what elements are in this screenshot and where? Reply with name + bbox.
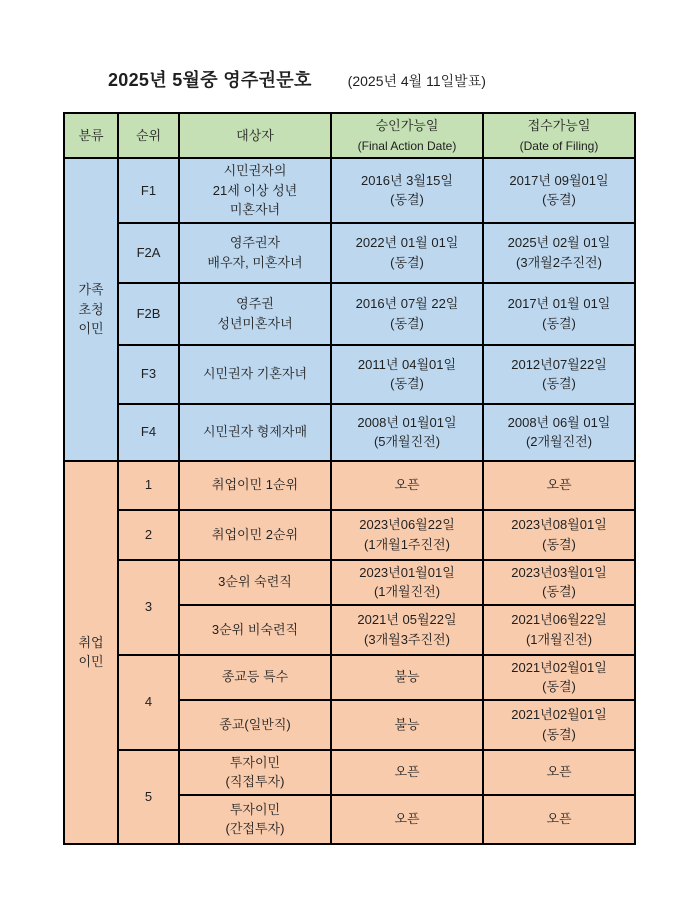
table-body — [64, 158, 635, 844]
final-action-date-cell: 2022년 01월 01일 (동결) — [331, 223, 483, 283]
table-row — [64, 223, 635, 283]
table-row — [64, 560, 635, 605]
table-row — [64, 404, 635, 461]
final-action-date-cell: 오픈 — [331, 750, 483, 795]
date-of-filing-cell: 2025년 02월 01일 (3개월2주진전) — [483, 223, 635, 283]
final-action-date-cell: 오픈 — [331, 795, 483, 844]
final-action-date-cell: 불능 — [331, 700, 483, 750]
date-of-filing-cell: 2008년 06월 01일 (2개월진전) — [483, 404, 635, 461]
date-of-filing-cell: 2021년06월22일 (1개월진전) — [483, 605, 635, 655]
rank-cell: 4 — [118, 655, 179, 750]
target-cell: 시민권자의 21세 이상 성년 미혼자녀 — [179, 158, 331, 223]
category-cell-family: 가족 초청 이민 — [64, 158, 118, 461]
target-cell: 투자이민 (직접투자) — [179, 750, 331, 795]
target-cell: 시민권자 형제자매 — [179, 404, 331, 461]
date-of-filing-cell: 오픈 — [483, 750, 635, 795]
final-action-date-cell: 2011년 04월01일 (동결) — [331, 345, 483, 404]
page-title: 2025년 5월중 영주권문호 — [108, 70, 312, 90]
page-subtitle: (2025년 4월 11일발표) — [347, 73, 486, 89]
final-action-date-cell: 불능 — [331, 655, 483, 700]
rank-cell: 5 — [118, 750, 179, 844]
rank-cell: F1 — [118, 158, 179, 223]
final-action-date-cell: 2008년 01월01일 (5개월진전) — [331, 404, 483, 461]
rank-cell: F4 — [118, 404, 179, 461]
target-cell: 3순위 숙련직 — [179, 560, 331, 605]
table-row — [64, 158, 635, 223]
date-of-filing-cell: 2021년02월01일 (동결) — [483, 700, 635, 750]
target-cell: 취업이민 2순위 — [179, 510, 331, 560]
table-row — [64, 655, 635, 700]
table-header — [64, 113, 635, 158]
date-of-filing-cell: 2012년07월22일 (동결) — [483, 345, 635, 404]
category-cell-employment: 취업 이민 — [64, 461, 118, 844]
target-cell: 취업이민 1순위 — [179, 461, 331, 510]
target-cell: 3순위 비숙련직 — [179, 605, 331, 655]
final-action-date-cell: 2023년01월01일 (1개월진전) — [331, 560, 483, 605]
table-row — [64, 510, 635, 560]
target-cell: 영주권 성년미혼자녀 — [179, 283, 331, 345]
target-cell: 영주권자 배우자, 미혼자녀 — [179, 223, 331, 283]
table-row — [64, 345, 635, 404]
header-cell-1: 순위 — [118, 113, 179, 158]
rank-cell: F3 — [118, 345, 179, 404]
final-action-date-cell: 2021년 05월22일 (3개월3주진전) — [331, 605, 483, 655]
table-row — [64, 750, 635, 795]
date-of-filing-cell: 오픈 — [483, 795, 635, 844]
table-row — [64, 461, 635, 510]
date-of-filing-cell: 2023년03월01일 (동결) — [483, 560, 635, 605]
header-cell-4: 접수가능일 (Date of Filing) — [483, 113, 635, 158]
date-of-filing-cell: 2021년02월01일 (동결) — [483, 655, 635, 700]
header-cell-0: 분류 — [64, 113, 118, 158]
header-subtitle: (Final Action Date) — [357, 138, 457, 153]
final-action-date-cell: 2016년 3월15일 (동결) — [331, 158, 483, 223]
date-of-filing-cell: 오픈 — [483, 461, 635, 510]
visa-bulletin-table — [63, 112, 636, 845]
final-action-date-cell: 2023년06월22일 (1개월1주진전) — [331, 510, 483, 560]
title-row — [0, 0, 700, 92]
header-cell-2: 대상자 — [179, 113, 331, 158]
target-cell: 종교등 특수 — [179, 655, 331, 700]
rank-cell: 2 — [118, 510, 179, 560]
header-subtitle: (Date of Filing) — [519, 138, 599, 153]
target-cell: 시민권자 기혼자녀 — [179, 345, 331, 404]
final-action-date-cell: 2016년 07월 22일 (동결) — [331, 283, 483, 345]
final-action-date-cell: 오픈 — [331, 461, 483, 510]
rank-cell: 3 — [118, 560, 179, 655]
rank-cell: 1 — [118, 461, 179, 510]
date-of-filing-cell: 2017년 09월01일 (동결) — [483, 158, 635, 223]
table-row — [64, 283, 635, 345]
target-cell: 투자이민 (간접투자) — [179, 795, 331, 844]
header-cell-3: 승인가능일 (Final Action Date) — [331, 113, 483, 158]
rank-cell: F2A — [118, 223, 179, 283]
rank-cell: F2B — [118, 283, 179, 345]
date-of-filing-cell: 2023년08월01일 (동결) — [483, 510, 635, 560]
target-cell: 종교(일반직) — [179, 700, 331, 750]
date-of-filing-cell: 2017년 01월 01일 (동결) — [483, 283, 635, 345]
